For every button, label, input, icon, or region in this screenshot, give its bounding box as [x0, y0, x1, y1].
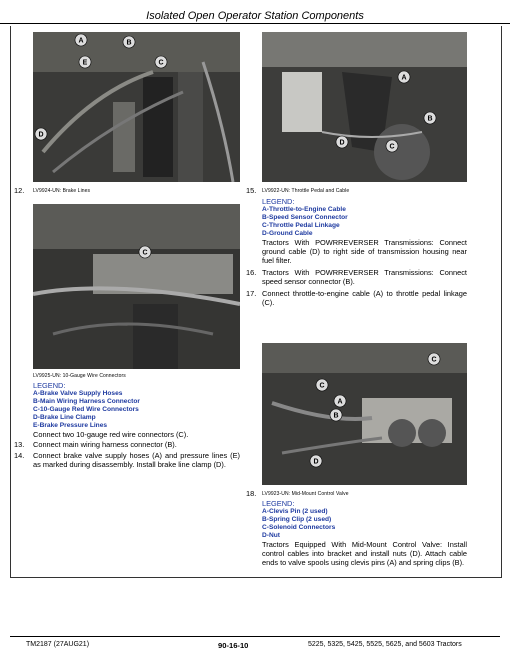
callout-b [123, 36, 135, 48]
step-number-16: 16. [246, 268, 257, 277]
svg-text:B: B [333, 412, 339, 420]
svg-text:C: C [158, 59, 164, 67]
wire-step-text: Connect two 10-gauge red wire connectors (C). [33, 430, 189, 439]
callout-c [386, 140, 398, 152]
svg-text:D: D [38, 131, 44, 139]
step-16-text: Tractors With POWRREVERSER Transmissions: Connect speed sensor connector (B). [262, 268, 467, 287]
svg-text:A: A [337, 398, 343, 406]
legend-item: D-Brake Line Clamp [33, 414, 96, 421]
page-footer [10, 636, 500, 653]
legend-item: D-Ground Cable [262, 230, 313, 237]
legend-item: D-Nut [262, 532, 280, 539]
step-number-14: 14. [14, 451, 25, 460]
legend-item: C-Solenoid Connectors [262, 524, 336, 531]
svg-text:C: C [319, 382, 325, 390]
legend-item: A-Brake Valve Supply Hoses [33, 390, 123, 397]
legend-15 [262, 197, 467, 266]
legend-item: C-10-Gauge Red Wire Connectors [33, 406, 139, 413]
control-valve-photo [262, 343, 467, 485]
step-14-text: Connect brake valve supply hoses (A) and pressure lines (E) as marked during disassembly. Install brake line clamp (D). [33, 451, 240, 470]
svg-text:A: A [78, 37, 84, 45]
page-header [0, 6, 510, 24]
svg-text:C: C [431, 356, 437, 364]
figure-caption-wire: LV9925-UN: 10-Gauge Wire Connectors [33, 373, 126, 379]
callout-e [79, 56, 91, 68]
footer-models: 5225, 5325, 5425, 5525, 5625, and 5603 Tractors [308, 641, 462, 648]
svg-text:D: D [313, 458, 319, 466]
step-number-17: 17. [246, 289, 257, 298]
callout-c [316, 379, 328, 391]
throttle-pedal-photo [262, 32, 467, 182]
legend-item: C-Throttle Pedal Linkage [262, 222, 340, 229]
figure-caption-18: LV9923-UN: Mid-Mount Control Valve [262, 491, 349, 497]
step-number-15: 15. [246, 186, 257, 195]
callout-c [428, 353, 440, 365]
callout-a [398, 71, 410, 83]
svg-text:B: B [126, 39, 132, 47]
footer-doc-id: TM2187 (27AUG21) [26, 641, 90, 648]
footer-page-number: 90-16-10 [218, 641, 249, 650]
svg-text:D: D [339, 139, 345, 147]
legend-item: E-Brake Pressure Lines [33, 422, 108, 429]
callout-b [330, 409, 342, 421]
figure-caption-12: LV9924-UN: Brake Lines [33, 188, 91, 194]
callout-b [424, 112, 436, 124]
step-15-text: Tractors With POWRREVERSER Transmissions: Connect ground cable (D) to right side of transmission housing near fuel filter. [262, 238, 467, 266]
svg-text:B: B [427, 115, 433, 123]
step-number-12: 12. [14, 186, 25, 195]
callout-d [35, 128, 47, 140]
legend-title: LEGEND: [262, 197, 295, 206]
page-title: Isolated Open Operator Station Components [146, 10, 364, 22]
callout-c [155, 56, 167, 68]
legend-title: LEGEND: [262, 499, 295, 508]
svg-text:C: C [389, 143, 395, 151]
legend-wire [33, 381, 240, 439]
legend-18 [262, 499, 467, 568]
callout-a [334, 395, 346, 407]
legend-item: B-Spring Clip (2 used) [262, 516, 332, 523]
brake-lines-photo [33, 32, 240, 182]
legend-item: B-Main Wiring Harness Connector [33, 398, 140, 405]
step-number-13: 13. [14, 440, 25, 449]
wire-connectors-photo [33, 204, 240, 369]
svg-text:A: A [401, 74, 407, 82]
callout-d [336, 136, 348, 148]
callout-c [139, 246, 151, 258]
legend-item: B-Speed Sensor Connector [262, 214, 348, 221]
step-17-text: Connect throttle-to-engine cable (A) to throttle pedal linkage (C). [262, 289, 467, 308]
legend-title: LEGEND: [33, 381, 66, 390]
svg-text:E: E [82, 59, 88, 67]
step-13-text: Connect main wiring harness connector (B). [33, 440, 177, 449]
callout-d [310, 455, 322, 467]
callout-a [75, 34, 87, 46]
step-18-text: Tractors Equipped With Mid-Mount Control Valve: Install control cables into bracket and install nuts (D). Attach cable ends to valve spools using clevis pins (A) and spring clips (B). [262, 540, 467, 568]
figure-caption-15: LV9922-UN: Throttle Pedal and Cable [262, 188, 350, 194]
legend-item: A-Clevis Pin (2 used) [262, 508, 328, 515]
step-number-18: 18. [246, 489, 257, 498]
svg-text:C: C [142, 249, 148, 257]
legend-item: A-Throttle-to-Engine Cable [262, 206, 346, 213]
